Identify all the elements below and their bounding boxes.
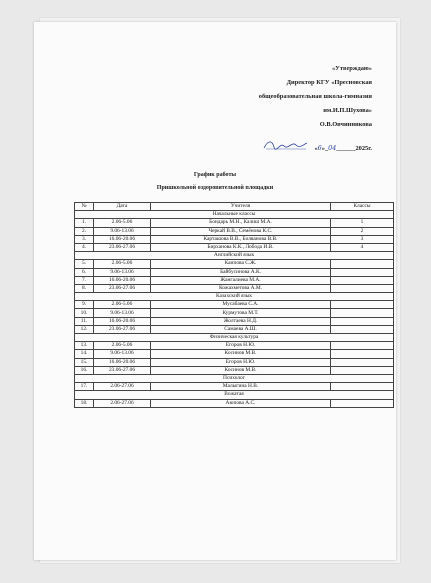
section-title: Начальные классы [75, 211, 394, 219]
row-number: 11. [75, 317, 94, 325]
row-teacher: Малыгина Н.В. [151, 383, 331, 391]
row-date: 23.06-27.06 [94, 325, 151, 333]
table-row [75, 268, 394, 276]
table-row [75, 219, 394, 227]
row-date: 23.06-27.06 [94, 284, 151, 292]
row-date: 2.06-5.06 [94, 260, 151, 268]
row-number: 5. [75, 260, 94, 268]
row-teacher: Кожахметова А.М. [151, 284, 331, 292]
section-title: Психолог [75, 374, 394, 382]
row-number: 17. [75, 383, 94, 391]
row-class: 4 [331, 243, 394, 251]
row-date: 2.06-5.06 [94, 342, 151, 350]
row-number: 7. [75, 276, 94, 284]
date-day: 6 [317, 144, 322, 152]
schedule-table [74, 202, 394, 408]
table-row [75, 350, 394, 358]
section-title: Казахский язык [75, 293, 394, 301]
document-subtitle: Пришкольной оздоровительной площадки [156, 185, 274, 191]
row-number: 13. [75, 342, 94, 350]
row-class [331, 317, 394, 325]
row-number: 10. [75, 309, 94, 317]
table-row [75, 317, 394, 325]
row-class [331, 342, 394, 350]
row-teacher: Косинов М.В. [151, 366, 331, 374]
approval-signer: О.В.Овчинникова [319, 121, 372, 128]
row-class [331, 399, 394, 407]
section-row [75, 391, 394, 399]
row-number: 14. [75, 350, 94, 358]
row-date: 9.06-13.06 [94, 309, 151, 317]
row-teacher: Байбусинова А.К. [151, 268, 331, 276]
document-page [34, 22, 396, 560]
table-row [75, 358, 394, 366]
table-row [75, 276, 394, 284]
table-row [75, 243, 394, 251]
approval-date: «6»_04______2025г. [314, 144, 372, 152]
row-class [331, 383, 394, 391]
row-number: 3. [75, 235, 94, 243]
table-row [75, 366, 394, 374]
date-quote-open: « [314, 145, 318, 152]
table-row [75, 383, 394, 391]
row-teacher: Егоров Н.Ю. [151, 342, 331, 350]
date-month: 04 [328, 144, 337, 152]
row-date: 23.06-27.06 [94, 243, 151, 251]
row-class [331, 276, 394, 284]
row-date: 23.06-27.06 [94, 366, 151, 374]
header-date: Дата [94, 203, 151, 211]
approval-school-name: им.И.П.Шухова» [323, 107, 372, 114]
row-class: 2 [331, 227, 394, 235]
section-row [75, 211, 394, 219]
row-number: 16. [75, 366, 94, 374]
table-row [75, 260, 394, 268]
row-date: 2.06-27.06 [94, 399, 151, 407]
header-number: № [75, 203, 94, 211]
row-teacher: Черкай В.В., Семёнова К.С. [151, 227, 331, 235]
row-date: 16.06-20.06 [94, 358, 151, 366]
date-year: 2025г. [355, 145, 372, 152]
row-teacher: Жолтаева Н.Д. [151, 317, 331, 325]
row-teacher: Каипова С.Ж. [151, 260, 331, 268]
row-number: 9. [75, 301, 94, 309]
header-teachers: Учителя [151, 203, 331, 211]
row-number: 2. [75, 227, 94, 235]
section-row [75, 252, 394, 260]
row-number: 15. [75, 358, 94, 366]
document-title: График работы [193, 172, 237, 178]
row-class [331, 284, 394, 292]
section-title: Вожатая [75, 391, 394, 399]
row-date: 16.06-20.06 [94, 235, 151, 243]
row-teacher: Самаева А.Ш. [151, 325, 331, 333]
table-row [75, 325, 394, 333]
section-row [75, 293, 394, 301]
row-class [331, 358, 394, 366]
date-quote-close: » [321, 145, 325, 152]
table-body [75, 211, 394, 408]
header-classes: Классы [331, 203, 394, 211]
row-date: 2.06-5.06 [94, 219, 151, 227]
table-row [75, 342, 394, 350]
row-number: 8. [75, 284, 94, 292]
row-number: 4. [75, 243, 94, 251]
row-class [331, 350, 394, 358]
section-row [75, 374, 394, 382]
row-date: 9.06-13.06 [94, 268, 151, 276]
table-row [75, 309, 394, 317]
row-teacher: Мусабаева С.А. [151, 301, 331, 309]
row-teacher: Бирханова К.К., Лобода И.В. [151, 243, 331, 251]
row-teacher: Егоров Н.Ю. [151, 358, 331, 366]
section-row [75, 334, 394, 342]
section-title: Английский язык [75, 252, 394, 260]
approval-heading: «Утверждаю» [331, 65, 372, 72]
row-date: 9.06-13.06 [94, 350, 151, 358]
row-date: 16.06-20.06 [94, 317, 151, 325]
row-teacher: Косинов М.В. [151, 350, 331, 358]
row-date: 2.06-5.06 [94, 301, 151, 309]
table-row [75, 235, 394, 243]
row-class [331, 301, 394, 309]
row-teacher: Карташова В.В., Болванова В.В. [151, 235, 331, 243]
row-class [331, 309, 394, 317]
approval-director: Директор КГУ «Пресновская [286, 79, 372, 86]
table-row [75, 284, 394, 292]
approval-school: общеобразовательная школа-гимназия [258, 93, 372, 100]
row-teacher: Бондарь М.Н., Калиш М.А. [151, 219, 331, 227]
table-row [75, 399, 394, 407]
row-number: 1. [75, 219, 94, 227]
row-class [331, 260, 394, 268]
table-row [75, 301, 394, 309]
row-teacher: Аюпова А.С. [151, 399, 331, 407]
table-row [75, 227, 394, 235]
section-title: Физическая культура [75, 334, 394, 342]
row-date: 2.06-27.06 [94, 383, 151, 391]
row-teacher: Курмутова М.Т. [151, 309, 331, 317]
row-date: 9.06-13.06 [94, 227, 151, 235]
row-teacher: Жангалиева М.А. [151, 276, 331, 284]
row-number: 12. [75, 325, 94, 333]
row-class [331, 325, 394, 333]
approval-block [259, 62, 372, 132]
row-class: 3 [331, 235, 394, 243]
row-class: 1 [331, 219, 394, 227]
signature-image [262, 138, 308, 152]
row-date: 16.06-20.06 [94, 276, 151, 284]
row-class [331, 366, 394, 374]
row-class [331, 268, 394, 276]
row-number: 18. [75, 399, 94, 407]
row-number: 6. [75, 268, 94, 276]
table-header-row [75, 203, 394, 211]
